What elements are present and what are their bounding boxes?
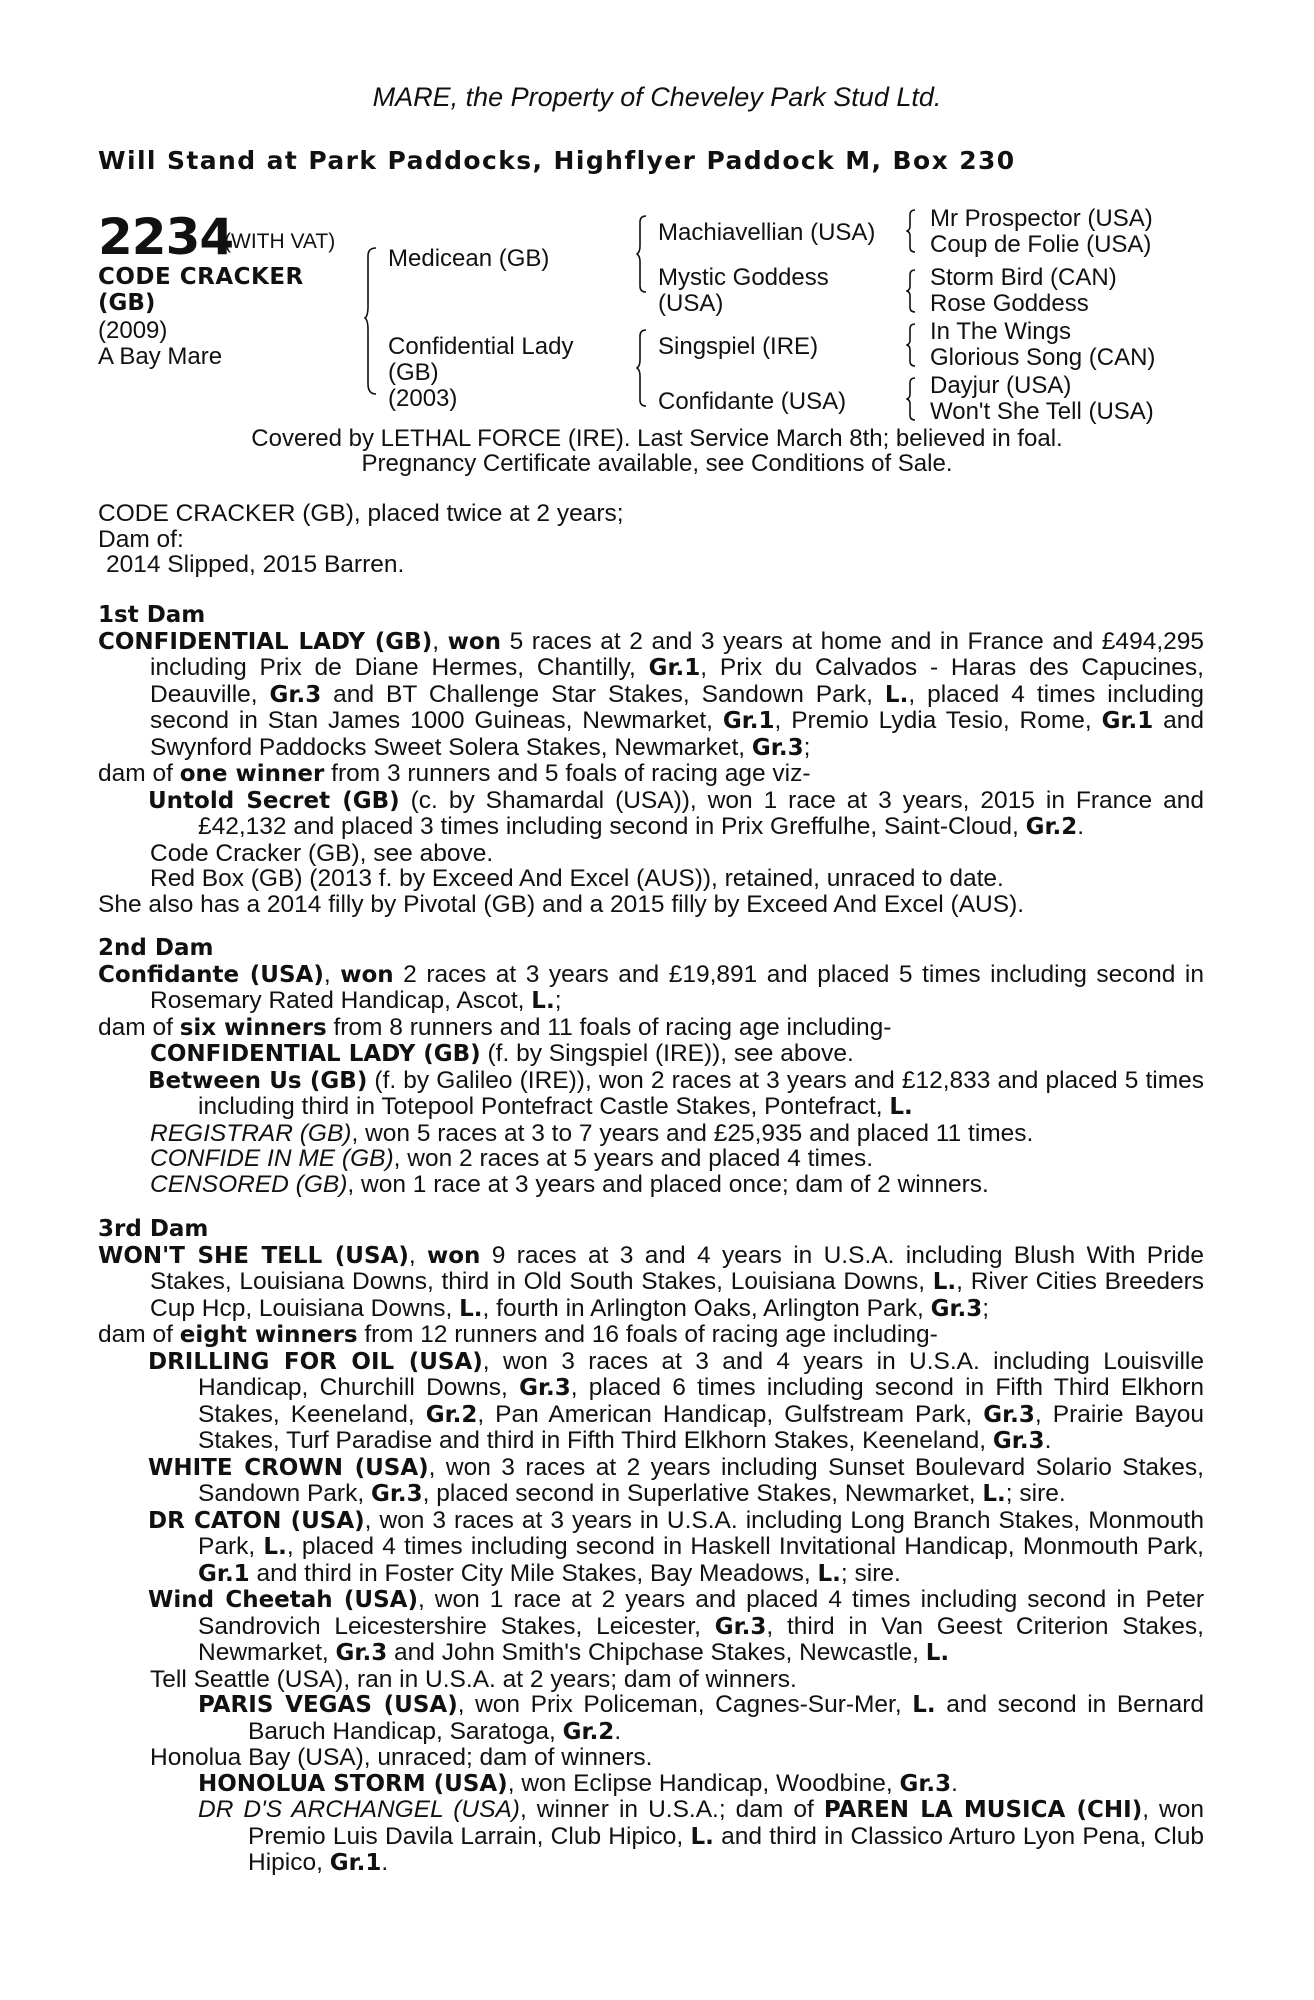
dam2-damof-suffix: from 8 runners and 11 foals of racing age including- xyxy=(326,1013,892,1041)
dam1-grade4: Gr.1 xyxy=(722,708,775,734)
pedigree-sd-line2: (USA) xyxy=(658,290,724,317)
dam1-damof-suffix: from 3 runners and 5 foals of racing age viz- xyxy=(324,760,811,787)
dam1-damof xyxy=(98,761,1204,788)
dam2-text2: ; xyxy=(554,987,562,1014)
dam3-o1-text3: , Pan American Handicap, Gulfstream Park, xyxy=(477,1400,984,1428)
dam3-offspring-1 xyxy=(98,1349,1204,1455)
horse-year: (2009) xyxy=(98,317,168,344)
pedigree-dsd: Glorious Song (CAN) xyxy=(930,344,1156,371)
intro-line2: Dam of: xyxy=(98,525,184,553)
dam2-record: Confidante (USA), won 2 races at 3 years and £19,891 and placed 5 times including second in Rosemary Rated Handicap, Ascot, L.; xyxy=(98,960,1204,1014)
dam3-grade2: L. xyxy=(459,1295,483,1322)
dam1-won: won xyxy=(447,628,502,655)
pedigree-dd: Confidante (USA) xyxy=(658,388,847,415)
dam1-grade6: Gr.3 xyxy=(751,734,804,761)
dam3-heading: 3rd Dam xyxy=(98,1216,209,1242)
dam2-o4-text1: , won 2 races at 5 years and placed 4 times. xyxy=(393,1145,874,1172)
dam3-offspring-6: Honolua Bay (USA), unraced; dam of winners. xyxy=(150,1744,653,1771)
dam3-winners: eight winners xyxy=(179,1322,358,1348)
dam1-text2: , Prix du Calvados - Haras des Capucines, Deauville, xyxy=(150,654,1204,708)
dam3-offspring-6b xyxy=(98,1797,1204,1877)
pedigree-ddd: Won't She Tell (USA) xyxy=(930,398,1154,425)
dam3-offspring-3 xyxy=(98,1508,1204,1588)
dam3-damof-prefix: dam of xyxy=(98,1321,180,1348)
dam3-o4-grade3: L. xyxy=(925,1640,950,1666)
pedigree-bracket-dam xyxy=(636,328,648,408)
dam2-heading: 2nd Dam xyxy=(98,935,214,961)
dam3-o3-text2: , placed 4 times including second in Haskell Invitational Handicap, Monmouth Park, xyxy=(286,1533,1204,1560)
dam3-record: WON'T SHE TELL (USA), won 9 races at 3 and 4 years in U.S.A. including Blush With Pride Stakes, Louisiana Downs, third in Old South Stakes, Louisiana Downs, L., River Cities Breeders Cup Hcp, Louisiana Downs, L., fourth in Arlington Oaks, Arlington Park, Gr.3; xyxy=(98,1241,1204,1322)
horse-origin: (GB) xyxy=(98,290,156,316)
cover-line2: Pregnancy Certificate available, see Conditions of Sale. xyxy=(361,450,953,477)
dam3-o3-name: DR CATON (USA) xyxy=(148,1507,365,1534)
dam2-winners: six winners xyxy=(179,1014,327,1041)
dam3-o4-text1: , won 1 race at 2 years and placed 4 times including second in Peter Sandrovich Leicestershire Stakes, Leicester, xyxy=(198,1586,1205,1640)
dam3-o2-name: WHITE CROWN (USA) xyxy=(148,1454,429,1481)
dam1-winners: one winner xyxy=(179,761,325,787)
pedigree-dds: Dayjur (USA) xyxy=(930,372,1072,399)
dam3-text2: , River Cities Breeders Cup Hcp, Louisiana Downs, xyxy=(150,1268,1204,1322)
dam3-o1-name: DRILLING FOR OIL (USA) xyxy=(148,1348,483,1375)
dam3-offspring-2 xyxy=(98,1455,1204,1508)
dam1-text1: 5 races at 2 and 3 years at home and in France and £494,295 including Prix de Diane Hermes, Chantilly, xyxy=(150,627,1204,681)
dam3-o4-name: Wind Cheetah (USA) xyxy=(148,1587,418,1613)
stand-location: Will Stand at Park Paddocks, Highflyer Paddock M, Box 230 xyxy=(98,146,1016,175)
dam1-o1-text2: . xyxy=(1077,813,1085,840)
pedigree-ds: Singspiel (IRE) xyxy=(658,333,819,360)
dam3-grade1: L. xyxy=(932,1269,957,1295)
dam2-damof-prefix: dam of xyxy=(98,1013,180,1041)
dam2-grade1: L. xyxy=(531,988,555,1014)
pedigree-bracket-ss xyxy=(906,208,916,254)
dam2-o4-name: CONFIDE IN ME (GB) xyxy=(150,1145,394,1172)
dam3-o5a-name: PARIS VEGAS (USA) xyxy=(198,1692,458,1718)
dam3-o6b-grade2: Gr.1 xyxy=(329,1850,382,1876)
dam3-o6b-text3: and third in Classico Arturo Lyon Pena, Club Hipico, xyxy=(248,1822,1204,1876)
dam1-o1-text1: (c. by Shamardal (USA)), won 1 race at 3 years, 2015 in France and £42,132 and placed 3 times including second in Prix Greffulhe, Saint-Cloud, xyxy=(198,786,1204,840)
dam3-damof-suffix: from 12 runners and 16 foals of racing age including- xyxy=(357,1321,938,1348)
dam3-o1-text2: , placed 6 times including second in Fifth Third Elkhorn Stakes, Keeneland, xyxy=(198,1374,1204,1428)
dam3-section xyxy=(98,1217,1204,1877)
pedigree-bracket-sd xyxy=(906,268,916,314)
dam3-o1-grade1: Gr.3 xyxy=(519,1375,571,1401)
dam1-text4: , placed 4 times including second in Stan James 1000 Guineas, Newmarket, xyxy=(150,680,1205,734)
dam3-grade3: Gr.3 xyxy=(930,1295,983,1322)
dam1-grade5: Gr.1 xyxy=(1101,708,1154,734)
dam3-o3-grade2: Gr.1 xyxy=(198,1560,250,1587)
dam3-offspring-5: Tell Seattle (USA), ran in U.S.A. at 2 years; dam of winners. xyxy=(150,1665,797,1693)
dam3-o4-grade1: Gr.3 xyxy=(714,1613,767,1640)
dam1-text7: ; xyxy=(803,733,811,761)
pedigree-bracket-ds xyxy=(906,322,916,368)
dam3-o1-text1: , won 3 races at 3 and 4 years in U.S.A. including Louisville Handicap, Churchill Downs, xyxy=(198,1347,1204,1401)
dam1-o1-grade1: Gr.2 xyxy=(1025,814,1078,840)
pedigree-bracket-dd xyxy=(906,376,916,422)
dam3-o6a-text2: . xyxy=(951,1769,958,1797)
dam2-o3-name: REGISTRAR (GB) xyxy=(150,1119,352,1147)
dam2-o1-name: CONFIDENTIAL LADY (GB) xyxy=(150,1041,481,1067)
dam3-text1: 9 races at 3 and 4 years in U.S.A. including Blush With Pride Stakes, Louisiana Downs, third in Old South Stakes, Louisiana Downs, xyxy=(150,1241,1204,1295)
pedigree-dam-line3: (2003) xyxy=(388,385,458,412)
dam3-o3-grade3: L. xyxy=(817,1560,841,1587)
dam1-name: CONFIDENTIAL LADY (GB) xyxy=(98,628,433,655)
dam1-heading: 1st Dam xyxy=(98,602,206,628)
dam3-o2-grade2: L. xyxy=(982,1481,1006,1507)
dam3-won: won xyxy=(427,1242,481,1269)
dam3-o2-text1: , won 3 races at 2 years including Sunset Boulevard Solario Stakes, Sandown Park, xyxy=(198,1453,1204,1507)
dam3-o5a-text3: . xyxy=(614,1717,622,1745)
dam1-grade1: Gr.1 xyxy=(648,655,701,681)
dam2-o1-text1: (f. by Singspiel (IRE)), see above. xyxy=(480,1040,854,1067)
dam3-o6b-grade1: L. xyxy=(690,1823,714,1850)
dam1-section xyxy=(98,603,1204,917)
pedigree-ssd: Coup de Folie (USA) xyxy=(930,231,1152,258)
page-title: MARE, the Property of Cheveley Park Stud Ltd. xyxy=(372,82,942,112)
dam2-text1: 2 races at 3 years and £19,891 and placed 5 times including second in Rosemary Rated Handicap, Ascot, xyxy=(150,960,1204,1014)
dam3-o1-text5: . xyxy=(1044,1427,1052,1454)
dam3-o4-grade2: Gr.3 xyxy=(335,1640,388,1666)
pedigree-ss: Machiavellian (USA) xyxy=(658,219,876,246)
dam3-o2-text2: , placed second in Superlative Stakes, Newmarket, xyxy=(422,1480,983,1507)
dam1-note: She also has a 2014 filly by Pivotal (GB) and a 2015 filly by Exceed And Excel (AUS). xyxy=(98,890,1025,918)
pedigree-dam-line1: Confidential Lady xyxy=(388,333,574,360)
dam1-grade2: Gr.3 xyxy=(269,681,322,708)
intro-block xyxy=(98,501,1204,578)
dam3-o6b-text2: , won Premio Luis Davila Larrain, Club Hipico, xyxy=(248,1796,1204,1850)
dam3-o6a-grade1: Gr.3 xyxy=(899,1770,952,1797)
dam3-offspring-4 xyxy=(98,1587,1204,1667)
dam2-offspring-3 xyxy=(98,1121,1204,1147)
dam1-offspring-3: Red Box (GB) (2013 f. by Exceed And Excel (AUS)), retained, unraced to date. xyxy=(150,865,1004,892)
dam1-offspring-2: Code Cracker (GB), see above. xyxy=(150,839,494,867)
dam1-record: CONFIDENTIAL LADY (GB), won 5 races at 2 and 3 years at home and in France and £494,295 including Prix de Diane Hermes, Chantilly, Gr.1, Prix du Calvados - Haras des Capucines, Deauville, Gr.3 and BT Challenge Star Stakes, Sandown Park, L., placed 4 times including second in Stan James 1000 Guineas, Newmarket, Gr.1, Premio Lydia Tesio, Rome, Gr.1 and Swynford Paddocks Sweet Solera Stakes, Newmarket, Gr.3; xyxy=(98,627,1205,761)
dam2-damof xyxy=(98,1015,1204,1042)
dam2-o5-name: CENSORED (GB) xyxy=(150,1170,348,1198)
dam3-text3: , fourth in Arlington Oaks, Arlington Park, xyxy=(482,1294,931,1322)
dam3-o6b-name2: PAREN LA MUSICA (CHI) xyxy=(823,1797,1143,1823)
dam3-o1-grade4: Gr.3 xyxy=(992,1428,1045,1454)
pedigree-dss: In The Wings xyxy=(930,318,1071,345)
dam1-text3: and BT Challenge Star Stakes, Sandown Park, xyxy=(321,680,885,708)
dam2-o5-text1: , won 1 race at 3 years and placed once; dam of 2 winners. xyxy=(347,1170,989,1198)
dam3-o6a-text1: , won Eclipse Handicap, Woodbine, xyxy=(507,1769,900,1797)
dam3-o2-grade1: Gr.3 xyxy=(370,1481,423,1507)
pedigree-sdd: Rose Goddess xyxy=(930,290,1089,317)
dam3-o5a-text1: , won Prix Policeman, Cagnes-Sur-Mer, xyxy=(457,1691,913,1718)
dam3-o1-grade2: Gr.2 xyxy=(425,1401,478,1428)
dam3-o4-text2: , third in Van Geest Criterion Stakes, Newmarket, xyxy=(198,1612,1204,1666)
pedigree-sss: Mr Prospector (USA) xyxy=(930,205,1153,232)
dam1-text5: , Premio Lydia Tesio, Rome, xyxy=(774,707,1102,734)
dam3-o6b-text4: . xyxy=(381,1849,389,1876)
horse-name: CODE CRACKER xyxy=(98,264,304,290)
dam2-o2-grade1: L. xyxy=(889,1094,913,1120)
dam3-o6b-text1: , winner in U.S.A.; dam of xyxy=(519,1796,824,1823)
dam1-text6: and Swynford Paddocks Sweet Solera Stakes, Newmarket, xyxy=(150,707,1204,761)
lot-number: 2234 xyxy=(98,208,234,266)
dam3-offspring-6a xyxy=(98,1771,1204,1798)
dam3-o1-text4: , Prairie Bayou Stakes, Turf Paradise and third in Fifth Third Elkhorn Stakes, Keeneland, xyxy=(198,1400,1204,1454)
dam3-o3-grade1: L. xyxy=(263,1534,287,1560)
dam2-offspring-5 xyxy=(98,1172,1204,1198)
pedigree-dam-line2: (GB) xyxy=(388,359,439,386)
dam3-o6b-name: DR D'S ARCHANGEL (USA) xyxy=(198,1796,520,1823)
dam2-name: Confidante (USA) xyxy=(98,961,324,988)
dam2-offspring-1 xyxy=(98,1041,1204,1068)
dam2-won: won xyxy=(340,961,394,988)
intro-line1: CODE CRACKER (GB), placed twice at 2 years; xyxy=(98,500,624,527)
dam2-o2-text1: (f. by Galileo (IRE)), won 2 races at 3 years and £12,833 and placed 5 times including third in Totepool Pontefract Castle Stakes, Pontefract, xyxy=(198,1066,1204,1120)
cover-line1: Covered by LETHAL FORCE (IRE). Last Service March 8th; believed in foal. xyxy=(251,425,1063,452)
dam2-offspring-4 xyxy=(98,1146,1204,1172)
pedigree-bracket-main xyxy=(364,246,378,396)
dam3-o3-text1: , won 3 races at 3 years in U.S.A. including Long Branch Stakes, Monmouth Park, xyxy=(198,1506,1204,1560)
dam3-name: WON'T SHE TELL (USA) xyxy=(98,1242,409,1269)
dam2-section xyxy=(98,936,1204,1197)
dam1-grade3: L. xyxy=(884,681,909,708)
dam2-offspring-2 xyxy=(98,1068,1204,1121)
dam1-o1-name: Untold Secret (GB) xyxy=(148,787,400,814)
pedigree-sds: Storm Bird (CAN) xyxy=(930,264,1117,291)
dam3-text4: ; xyxy=(982,1294,990,1322)
dam3-o5a-text2: and second in Bernard Baruch Handicap, Saratoga, xyxy=(248,1691,1205,1745)
dam3-o4-text3: and John Smith's Chipchase Stakes, Newcastle, xyxy=(387,1639,926,1666)
dam1-damof-prefix: dam of xyxy=(98,760,180,787)
dam2-o3-text1: , won 5 races at 3 to 7 years and £25,935 and placed 11 times. xyxy=(351,1119,1034,1147)
dam3-damof xyxy=(98,1322,1204,1349)
intro-line3: 2014 Slipped, 2015 Barren. xyxy=(106,551,405,578)
dam3-o3-text4: ; sire. xyxy=(840,1559,901,1587)
horse-description: A Bay Mare xyxy=(98,343,223,370)
dam3-o5a-grade1: L. xyxy=(912,1692,936,1718)
dam3-offspring-5a xyxy=(98,1692,1204,1745)
dam2-o2-name: Between Us (GB) xyxy=(148,1067,368,1094)
dam3-o2-text3: ; sire. xyxy=(1005,1480,1066,1507)
dam3-o1-grade3: Gr.3 xyxy=(983,1401,1035,1428)
pedigree-bracket-sire xyxy=(636,214,648,294)
dam3-o6a-name: HONOLUA STORM (USA) xyxy=(198,1770,508,1797)
dam1-offspring-1 xyxy=(98,788,1204,841)
vat-note: (WITH VAT) xyxy=(224,230,336,253)
pedigree-sire: Medicean (GB) xyxy=(388,245,550,272)
pedigree-sd-line1: Mystic Goddess xyxy=(658,264,829,291)
dam3-o3-text3: and third in Foster City Mile Stakes, Bay Meadows, xyxy=(249,1559,818,1587)
dam3-o5a-grade2: Gr.2 xyxy=(562,1718,615,1745)
